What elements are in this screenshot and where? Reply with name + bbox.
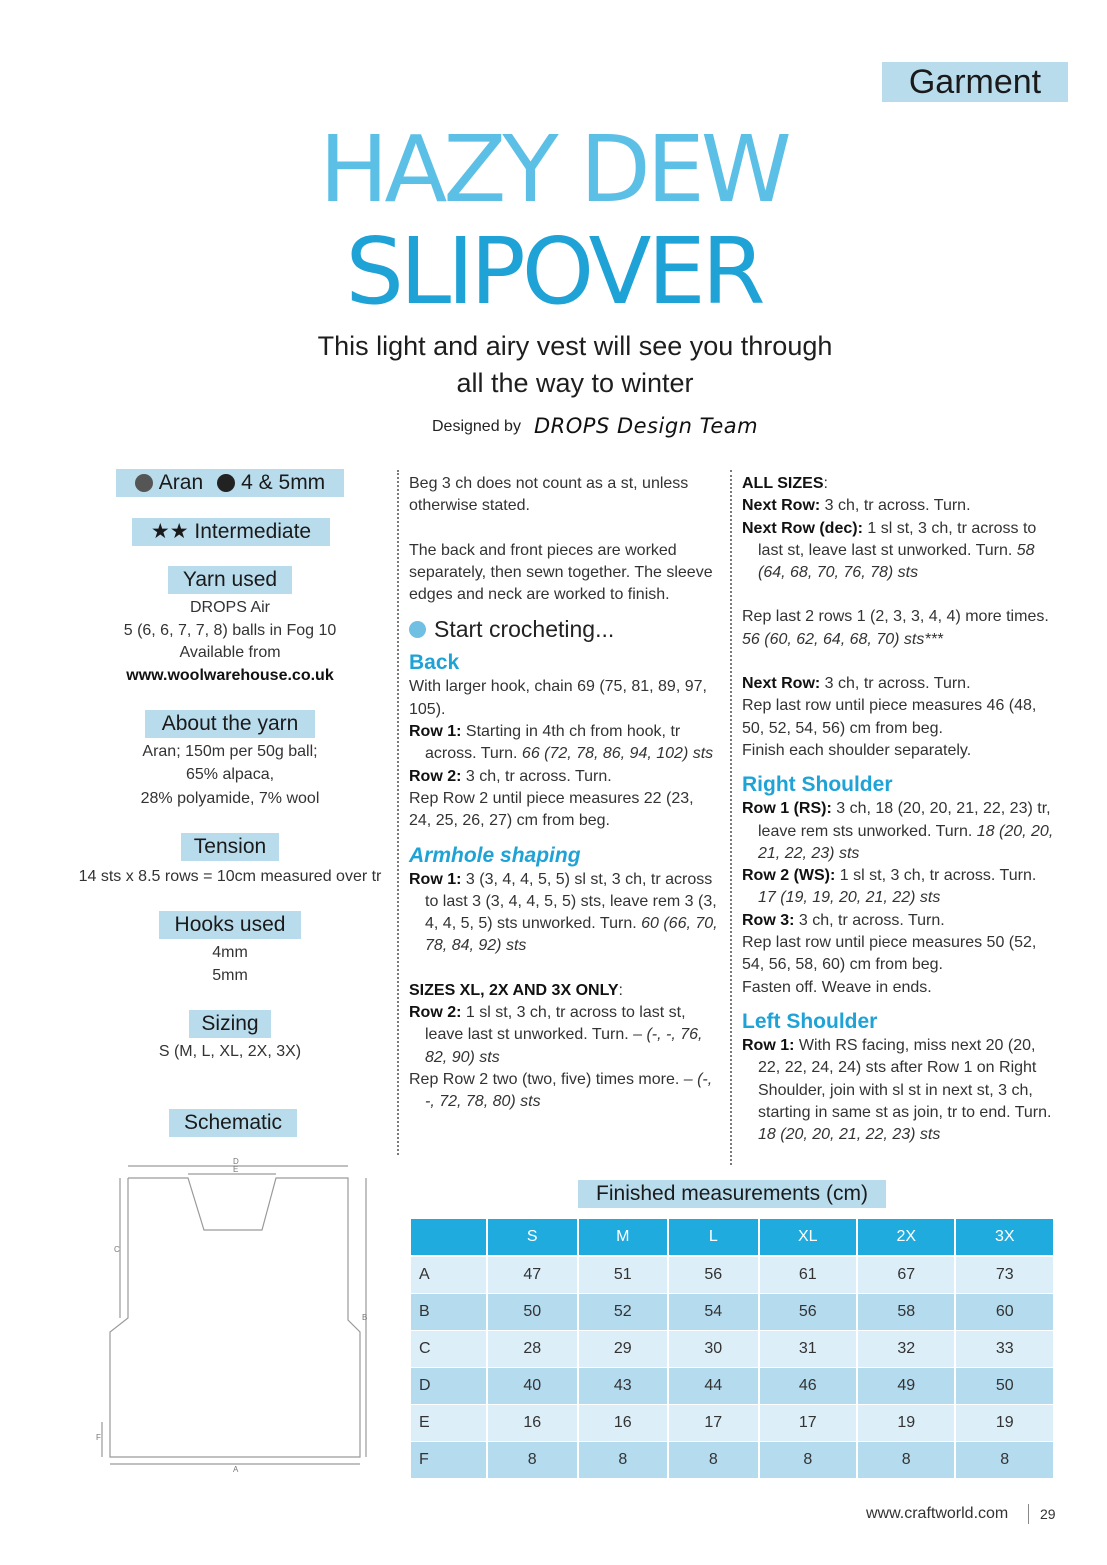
header-cell: 3X — [956, 1219, 1053, 1257]
table-cell: 8 — [669, 1442, 758, 1479]
armhole-repeat: Rep Row 2 two (two, five) times more. – (-, -, 72, 78, 80) sts — [409, 1070, 713, 1111]
table-cell: 30 — [669, 1331, 758, 1368]
subtitle-line2: all the way to winter — [456, 368, 694, 398]
table-header-row — [411, 1219, 1053, 1257]
schematic-diagram — [96, 1152, 386, 1472]
instructions-column-2 — [742, 473, 1057, 1146]
back-repeat: Rep Row 2 until piece measures 22 (23, 24, 25, 26, 27) cm from beg. — [409, 789, 694, 830]
row-label: A — [411, 1257, 486, 1294]
hooks-heading: Hooks used — [159, 911, 301, 939]
schematic-label-c: C — [114, 1245, 120, 1254]
row-label: D — [411, 1368, 486, 1405]
table-cell: 54 — [669, 1294, 758, 1331]
sizing-heading: Sizing — [189, 1010, 271, 1038]
table-cell: 51 — [579, 1257, 668, 1294]
right-shoulder-heading: Right Shoulder — [742, 773, 893, 797]
fasten-off: Fasten off. Weave in ends. — [742, 978, 932, 996]
table-cell: 50 — [956, 1368, 1053, 1405]
start-crocheting-heading: Start crocheting... — [409, 614, 719, 644]
left-shoulder-heading: Left Shoulder — [742, 1009, 878, 1033]
hook-line: 5mm — [212, 966, 248, 984]
yarn-weight: Aran — [158, 471, 204, 494]
schematic-label-d: D — [233, 1157, 239, 1166]
right-shoulder-row-1: Row 1 (RS): 3 ch, 18 (20, 20, 21, 22, 23) tr, leave rem sts unworked. Turn. 18 (20, 20, 21, 22, 23) sts — [742, 800, 1054, 862]
left-shoulder-row-1: Row 1: With RS facing, miss next 20 (20, 22, 22, 24, 24) sts after Row 1 on Right Shoulder, join with sl st in next st, 3 ch, starting in same st as join, tr to end. Turn. 18 (20, 20, 21, 22, 23) sts — [742, 1036, 1052, 1144]
sizes-subheading: SIZES XL, 2X AND 3X ONLY: — [409, 981, 623, 999]
yarn-ball-icon — [409, 621, 426, 638]
header-cell: S — [488, 1219, 577, 1257]
hook-size: 4 & 5mm — [241, 471, 326, 494]
hook-line: 4mm — [212, 944, 248, 961]
table-cell: 16 — [488, 1405, 577, 1442]
schematic-label-a: A — [233, 1465, 239, 1472]
yarn-line: Available from — [179, 644, 281, 661]
table-cell: 8 — [956, 1442, 1053, 1479]
back-row-2: Row 2: 3 ch, tr across. Turn. — [409, 767, 612, 785]
yarn-line: DROPS Air — [189, 599, 270, 616]
designer-name: DROPS Design Team — [534, 414, 759, 438]
back-foundation: With larger hook, chain 69 (75, 81, 89, 97, 105). — [409, 678, 707, 718]
table-cell: 16 — [579, 1405, 668, 1442]
subtitle-line1: This light and airy vest will see you through — [317, 331, 833, 361]
footer-url[interactable]: www.craftworld.com — [866, 1505, 1009, 1522]
table-cell: 17 — [669, 1405, 758, 1442]
repeat-rows: Rep last 2 rows 1 (2, 3, 3, 4, 4) more times. 56 (60, 62, 64, 68, 70) sts*** — [742, 608, 1049, 648]
tension-heading: Tension — [181, 833, 279, 861]
right-shoulder-row-2: Row 2 (WS): 1 sl st, 3 ch, tr across. Turn. 17 (19, 19, 20, 21, 22) sts — [742, 867, 1037, 907]
armhole-row-2: Row 2: 1 sl st, 3 ch, tr across to last st, leave last st unworked. Turn. – (-, -, 76, 82, 90) sts — [409, 1004, 703, 1066]
yarn-used-text — [60, 597, 400, 687]
schematic-label-b: B — [362, 1313, 368, 1322]
about-line: 28% polyamide, 7% wool — [140, 790, 320, 807]
header-cell: M — [579, 1219, 668, 1257]
skill-level-badge: ★★ Intermediate — [132, 518, 330, 546]
table-cell: 67 — [858, 1257, 954, 1294]
designed-by-label: Designed by — [432, 418, 521, 435]
column-divider — [397, 470, 399, 1155]
table-row — [411, 1442, 1053, 1479]
table-cell: 28 — [488, 1331, 577, 1368]
row-label: B — [411, 1294, 486, 1331]
right-shoulder-row-3: Row 3: 3 ch, tr across. Turn. — [742, 911, 945, 929]
all-sizes-subheading: ALL SIZES: — [742, 475, 828, 492]
row-label: C — [411, 1331, 486, 1368]
table-cell: 73 — [956, 1257, 1053, 1294]
instructions-column-1 — [409, 473, 719, 1114]
next-row-dec: Next Row (dec): 1 sl st, 3 ch, tr across to last st, leave last st unworked. Turn. 58 (64, 68, 70, 76, 78) sts — [742, 519, 1037, 582]
schematic-heading: Schematic — [169, 1109, 297, 1137]
table-cell: 19 — [858, 1405, 954, 1442]
measurements-title: Finished measurements (cm) — [578, 1180, 886, 1208]
yarn-used-heading: Yarn used — [168, 566, 292, 594]
sizing-text: S (M, L, XL, 2X, 3X) — [158, 1043, 302, 1060]
table-cell: 52 — [579, 1294, 668, 1331]
page-title-line1: HAZY DEW — [319, 116, 788, 223]
table-cell: 47 — [488, 1257, 577, 1294]
column-divider — [730, 470, 732, 1165]
table-cell: 50 — [488, 1294, 577, 1331]
table-cell: 61 — [760, 1257, 856, 1294]
table-cell: 43 — [579, 1368, 668, 1405]
subtitle — [0, 328, 1107, 402]
table-row — [411, 1294, 1053, 1331]
next-row-1: Next Row: 3 ch, tr across. Turn. — [742, 497, 971, 515]
yarn-line: 5 (6, 6, 7, 7, 8) balls in Fog 10 — [123, 621, 337, 639]
table-cell: 19 — [956, 1405, 1053, 1442]
schematic-label-e: E — [233, 1165, 239, 1174]
yarn-ball-icon — [135, 474, 153, 492]
table-cell: 56 — [760, 1294, 856, 1331]
armhole-heading: Armhole shaping — [409, 843, 581, 867]
table-cell: 46 — [760, 1368, 856, 1405]
about-yarn-text — [60, 741, 400, 811]
repeat-to-length: Rep last row until piece measures 46 (48, 50, 52, 54, 56) cm from beg. — [742, 697, 1037, 737]
header-cell: L — [669, 1219, 758, 1257]
right-shoulder-repeat: Rep last row until piece measures 50 (52, 54, 56, 58, 60) cm from beg. — [742, 934, 1037, 974]
garment-outline — [110, 1178, 360, 1457]
row-label: F — [411, 1442, 486, 1479]
hook-icon — [217, 474, 235, 492]
finish-shoulders: Finish each shoulder separately. — [742, 741, 972, 759]
row-label: E — [411, 1405, 486, 1442]
intro-construction: The back and front pieces are worked separately, then sewn together. The sleeve edges and neck are worked to finish. — [409, 541, 713, 604]
table-cell: 40 — [488, 1368, 577, 1405]
back-heading: Back — [409, 651, 460, 675]
table-cell: 17 — [760, 1405, 856, 1442]
table-cell: 8 — [858, 1442, 954, 1479]
intro-note: Beg 3 ch does not count as a st, unless otherwise stated. — [409, 475, 689, 515]
table-cell: 32 — [858, 1331, 954, 1368]
table-cell: 58 — [858, 1294, 954, 1331]
table-cell: 8 — [488, 1442, 577, 1479]
table-row — [411, 1257, 1053, 1294]
table-cell: 44 — [669, 1368, 758, 1405]
footer-divider — [1028, 1504, 1029, 1524]
table-cell: 49 — [858, 1368, 954, 1405]
schematic-label-f: F — [96, 1433, 101, 1442]
header-cell: 2X — [858, 1219, 954, 1257]
table-row — [411, 1405, 1053, 1442]
about-yarn-heading: About the yarn — [145, 710, 315, 738]
back-row-1: Row 1: Starting in 4th ch from hook, tr across. Turn. 66 (72, 78, 86, 94, 102) sts — [409, 723, 714, 763]
stockist-link[interactable]: www.woolwarehouse.co.uk — [126, 666, 334, 684]
section-tag: Garment — [882, 62, 1068, 102]
header-cell — [411, 1219, 486, 1257]
hooks-text — [60, 942, 400, 987]
table-cell: 56 — [669, 1257, 758, 1294]
table-row — [411, 1368, 1053, 1405]
measurements-table — [409, 1219, 1055, 1479]
armhole-row-1: Row 1: 3 (3, 4, 4, 5, 5) sl st, 3 ch, tr across to last 3 (3, 4, 4, 5, 5) sts, leave rem 3 (3, 4, 4, 5, 5) sts unworked. Turn. 60 (66, 70, 78, 84, 92) sts — [409, 870, 718, 955]
page-title-line2: SLIPOVER — [345, 218, 762, 325]
tension-text: 14 sts x 8.5 rows = 10cm measured over tr — [78, 868, 382, 885]
page-number: 29 — [1040, 1506, 1056, 1522]
about-line: Aran; 150m per 50g ball; — [142, 743, 318, 760]
table-cell: 29 — [579, 1331, 668, 1368]
table-cell: 60 — [956, 1294, 1053, 1331]
table-cell: 31 — [760, 1331, 856, 1368]
header-cell: XL — [760, 1219, 856, 1257]
table-row — [411, 1331, 1053, 1368]
next-row-3: Next Row: 3 ch, tr across. Turn. — [742, 675, 971, 693]
table-cell: 8 — [760, 1442, 856, 1479]
weight-hook-badge — [116, 469, 344, 497]
about-line: 65% alpaca, — [185, 765, 275, 783]
table-cell: 33 — [956, 1331, 1053, 1368]
table-cell: 8 — [579, 1442, 668, 1479]
